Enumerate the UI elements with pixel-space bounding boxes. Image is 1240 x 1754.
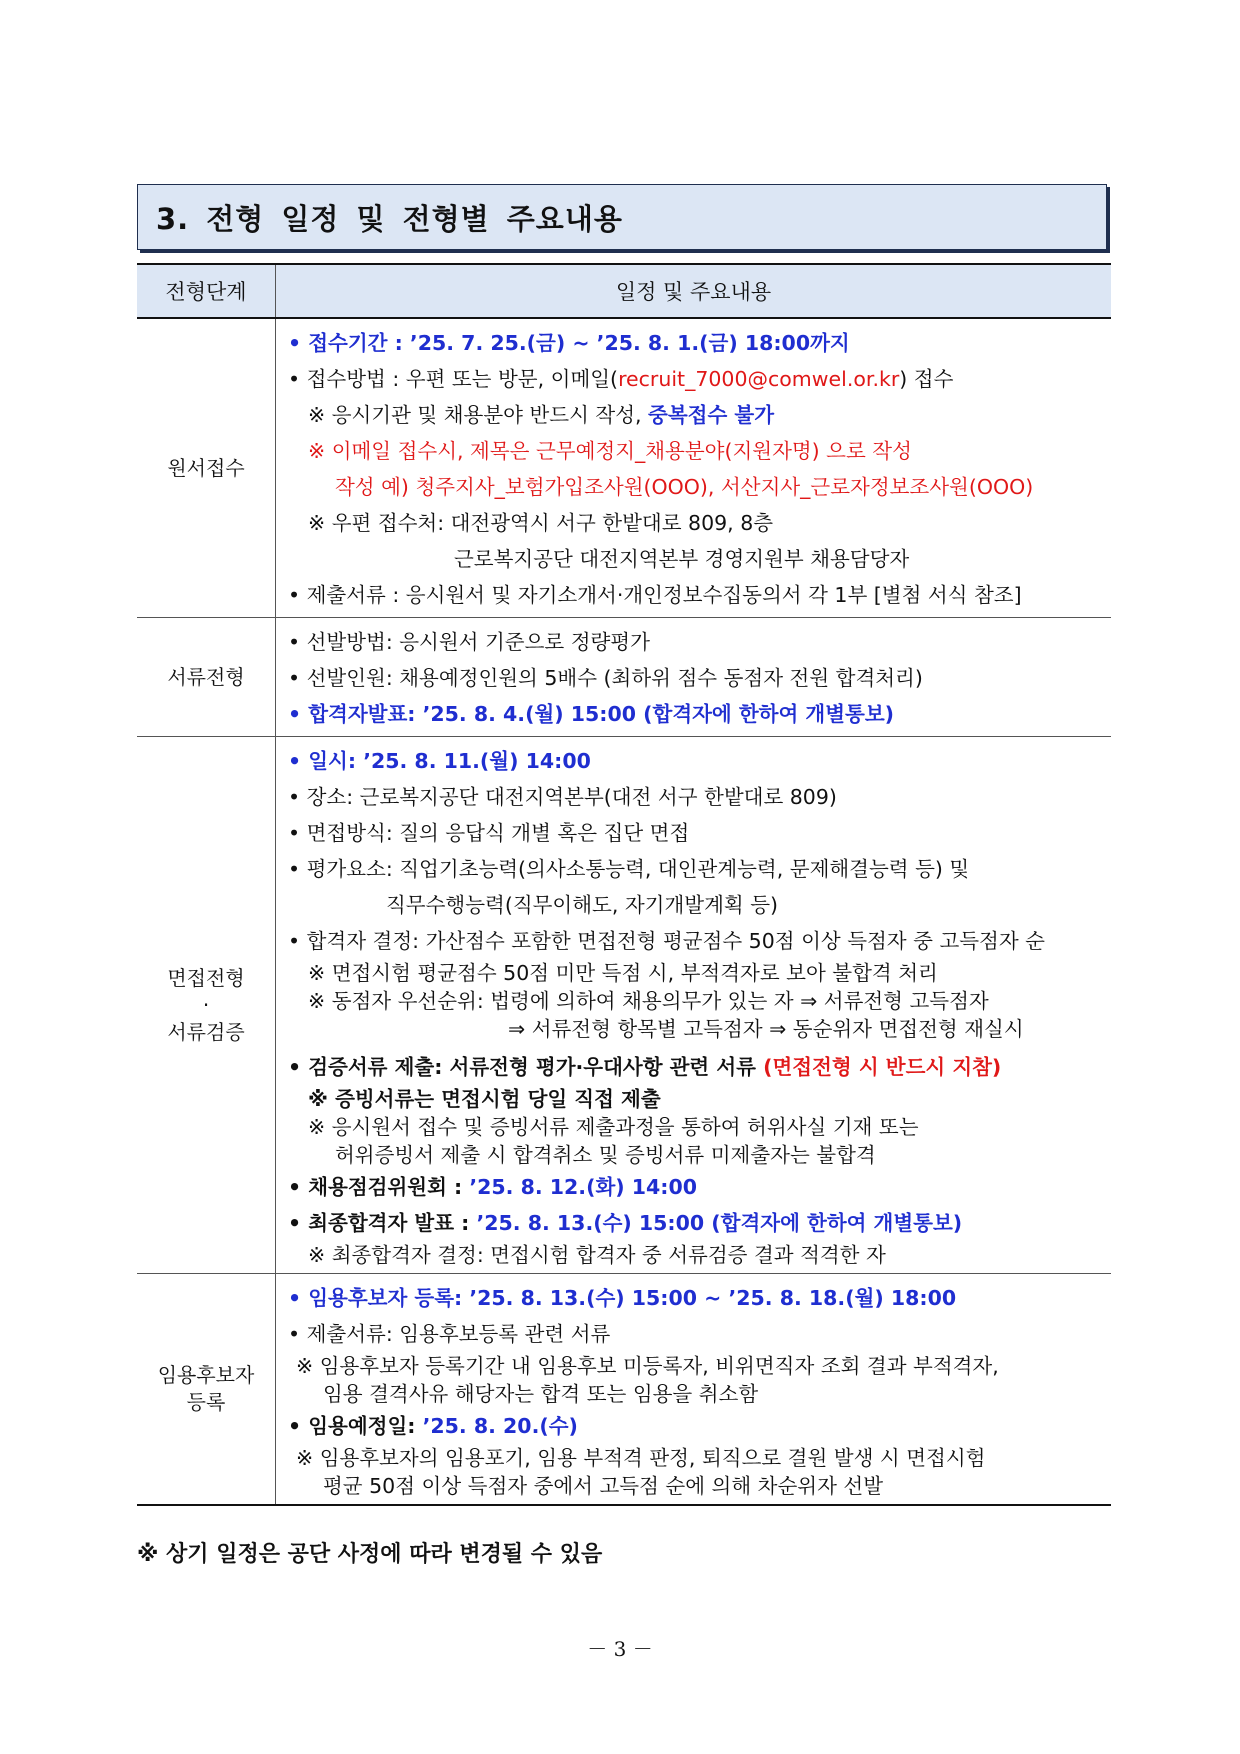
list-item: • 선발인원: 채용예정인원의 5배수 (최하위 점수 동점자 전원 합격처리) bbox=[288, 660, 1111, 696]
stage-cell bbox=[137, 737, 276, 1274]
list-item: • 합격자 결정: 가산점수 포함한 면접전형 평균점수 50점 이상 득점자 중 고득점자 순 bbox=[288, 923, 1111, 959]
note-item: 작성 예) 청주지사_보험가입조사원(OOO), 서산지사_근로자정보조사원(OOO) bbox=[335, 475, 1034, 499]
stage-label: 서류검증 bbox=[167, 1019, 245, 1044]
stage-label: 임용후보자 bbox=[157, 1363, 255, 1387]
table-row bbox=[137, 618, 1111, 737]
note-item: ※ 면접시험 평균점수 50점 미만 득점 시, 부적격자로 보아 불합격 처리 bbox=[308, 961, 938, 985]
table-row bbox=[137, 1274, 1111, 1506]
list-item: • 면접방식: 질의 응답식 개별 혹은 집단 면접 bbox=[288, 815, 1111, 851]
list-item: • 검증서류 제출: 서류전형 평가·우대사항 관련 서류 (면접전형 시 반드시 지참) bbox=[288, 1049, 1111, 1085]
list-item: • 선발방법: 응시원서 기준으로 정량평가 bbox=[288, 624, 1111, 660]
section-title-box bbox=[137, 184, 1107, 250]
note-item: ※ 동점자 우선순위: 법령에 의하여 채용의무가 있는 자 ⇒ 서류전형 고득점자 bbox=[308, 989, 989, 1013]
footer-note: ※ 상기 일정은 공단 사정에 따라 변경될 수 있음 bbox=[137, 1542, 603, 1567]
list-item: • 채용점검위원회 : ’25. 8. 12.(화) 14:00 bbox=[288, 1169, 1111, 1205]
note-item: 근로복지공단 대전지역본부 경영지원부 채용담당자 bbox=[454, 547, 910, 571]
list-item-continuation: 직무수행능력(직무이해도, 자기개발계획 등) bbox=[386, 893, 778, 917]
note-item: ※ 이메일 접수시, 제목은 근무예정지_채용분야(지원자명) 으로 작성 bbox=[308, 439, 912, 463]
note-item: 임용 결격사유 해당자는 합격 또는 임용을 취소함 bbox=[323, 1382, 759, 1406]
list-item: • 최종합격자 발표 : ’25. 8. 13.(수) 15:00 (합격자에 한하여 개별통보) bbox=[288, 1205, 1111, 1241]
email-address: recruit_7000@comwel.or.kr bbox=[618, 367, 900, 391]
list-item: • 제출서류: 임용후보등록 관련 서류 bbox=[288, 1316, 1111, 1352]
list-item: • 장소: 근로복지공단 대전지역본부(대전 서구 한밭대로 809) bbox=[288, 779, 1111, 815]
content-cell bbox=[276, 737, 1112, 1274]
list-item: • 일시: ’25. 8. 11.(월) 14:00 bbox=[288, 743, 1111, 779]
stage-label: 면접전형 bbox=[167, 965, 245, 990]
stage-label: 등록 bbox=[186, 1390, 226, 1414]
schedule-table bbox=[137, 263, 1111, 1506]
list-item: • 합격자발표: ’25. 8. 4.(월) 15:00 (합격자에 한하여 개별통보) bbox=[288, 696, 1111, 732]
stage-cell bbox=[137, 1274, 276, 1506]
list-item: • 접수기간 : ’25. 7. 25.(금) ~ ’25. 8. 1.(금) 18:00까지 bbox=[288, 325, 1111, 361]
list-item: • 접수방법 : 우편 또는 방문, 이메일(recruit_7000@comwel.or.kr) 접수 bbox=[288, 361, 1111, 397]
list-item: • 임용예정일: ’25. 8. 20.(수) bbox=[288, 1408, 1111, 1444]
stage-label: 원서접수 bbox=[167, 455, 245, 480]
list-item: • 평가요소: 직업기초능력(의사소통능력, 대인관계능력, 문제해결능력 등) 및 bbox=[288, 851, 1111, 887]
list-item: • 임용후보자 등록: ’25. 8. 13.(수) 15:00 ~ ’25. 8. 18.(월) 18:00 bbox=[288, 1280, 1111, 1316]
table-row bbox=[137, 318, 1111, 618]
stage-cell bbox=[137, 618, 276, 737]
list-item: • 제출서류 : 응시원서 및 자기소개서·개인정보수집동의서 각 1부 [별첨 서식 참조] bbox=[288, 577, 1111, 613]
header-content: 일정 및 주요내용 bbox=[276, 264, 1112, 318]
note-item: ※ 응시기관 및 채용분야 반드시 작성, 중복접수 불가 bbox=[308, 403, 775, 427]
page-number: － 3 － bbox=[587, 1637, 653, 1661]
content-cell bbox=[276, 318, 1112, 618]
note-item: 허위증빙서 제출 시 합격취소 및 증빙서류 미제출자는 불합격 bbox=[335, 1143, 876, 1167]
stage-label-separator: · bbox=[202, 992, 210, 1017]
content-cell bbox=[276, 1274, 1112, 1506]
table-header-row bbox=[137, 264, 1111, 318]
stage-label: 서류전형 bbox=[167, 664, 245, 689]
section-title: 3. 전형 일정 및 전형별 주요내용 bbox=[156, 201, 623, 236]
note-item: ⇒ 서류전형 항목별 고득점자 ⇒ 동순위자 면접전형 재실시 bbox=[508, 1017, 1024, 1041]
table-row bbox=[137, 737, 1111, 1274]
header-stage: 전형단계 bbox=[137, 264, 276, 318]
content-cell bbox=[276, 618, 1112, 737]
note-item: ※ 임용후보자의 임용포기, 임용 부적격 판정, 퇴직으로 결원 발생 시 면접시험 bbox=[296, 1446, 986, 1470]
note-item: ※ 증빙서류는 면접시험 당일 직접 제출 bbox=[308, 1087, 661, 1111]
stage-cell bbox=[137, 318, 276, 618]
note-item: ※ 우편 접수처: 대전광역시 서구 한밭대로 809, 8층 bbox=[308, 511, 774, 535]
note-item: ※ 최종합격자 결정: 면접시험 합격자 중 서류검증 결과 적격한 자 bbox=[308, 1243, 886, 1267]
note-item: ※ 응시원서 접수 및 증빙서류 제출과정을 통하여 허위사실 기재 또는 bbox=[308, 1115, 919, 1139]
note-item: 평균 50점 이상 득점자 중에서 고득점 순에 의해 차순위자 선발 bbox=[323, 1474, 884, 1498]
note-item: ※ 임용후보자 등록기간 내 임용후보 미등록자, 비위면직자 조회 결과 부적격자, bbox=[296, 1354, 999, 1378]
